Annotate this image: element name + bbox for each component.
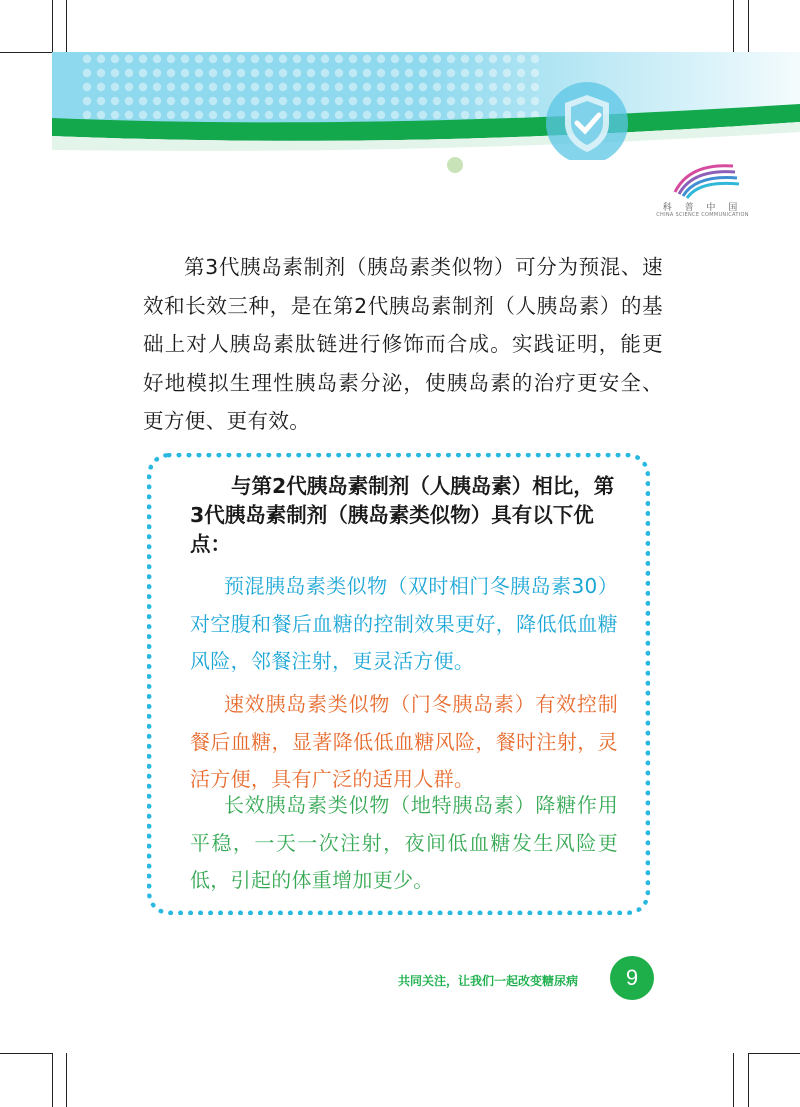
page-number: 9 (610, 956, 654, 1000)
kepu-logo-icon (655, 162, 750, 200)
advantage-item-rapid (190, 686, 618, 799)
kepu-logo (655, 162, 750, 224)
advantage-item-premix (190, 568, 618, 681)
crop-mark (748, 1053, 800, 1054)
crop-mark (66, 1053, 67, 1107)
intro-text: 第3代胰岛素制剂（胰岛素类似物）可分为预混、速效和长效三种，是在第2代胰岛素制剂（人胰岛素）的基础上对人胰岛素肽链进行修饰而合成。实践证明，能更好地模拟生理性胰岛素分泌，使胰岛素的治疗更安全、更方便、更有效。 (143, 255, 663, 433)
crop-mark (66, 0, 67, 52)
crop-mark (0, 1053, 52, 1054)
advantages-heading (190, 472, 620, 559)
advantage-text: 速效胰岛素类似物（门冬胰岛素）有效控制餐后血糖，显著降低低血糖风险，餐时注射，灵活方便，具有广泛的适用人群。 (190, 692, 618, 791)
intro-paragraph (143, 248, 663, 441)
advantages-heading-text: 与第2代胰岛素制剂（人胰岛素）相比，第3代胰岛素制剂（胰岛素类似物）具有以下优点： (190, 474, 615, 556)
footer-slogan: 共同关注，让我们一起改变糖尿病 (398, 974, 579, 988)
advantage-item-longacting (190, 787, 618, 900)
crop-mark (52, 0, 53, 52)
advantage-text: 长效胰岛素类似物（地特胰岛素）降糖作用平稳，一天一次注射，夜间低血糖发生风险更低，引起的体重增加更少。 (190, 793, 618, 892)
header-banner (52, 52, 800, 160)
logo-name: 科 普 中 国 (662, 203, 743, 213)
crop-mark (748, 0, 749, 52)
advantage-text: 预混胰岛素类似物（双时相门冬胰岛素30）对空腹和餐后血糖的控制效果更好，降低低血糖风险，邻餐注射，更灵活方便。 (190, 574, 618, 673)
logo-subtitle: CHINA SCIENCE COMMUNICATION (656, 212, 749, 218)
shield-check-icon (545, 81, 629, 160)
decorative-dot (447, 157, 463, 173)
crop-mark (733, 1053, 734, 1107)
crop-mark (748, 1053, 749, 1107)
crop-mark (0, 52, 52, 53)
crop-mark (52, 1053, 53, 1107)
crop-mark (733, 0, 734, 52)
